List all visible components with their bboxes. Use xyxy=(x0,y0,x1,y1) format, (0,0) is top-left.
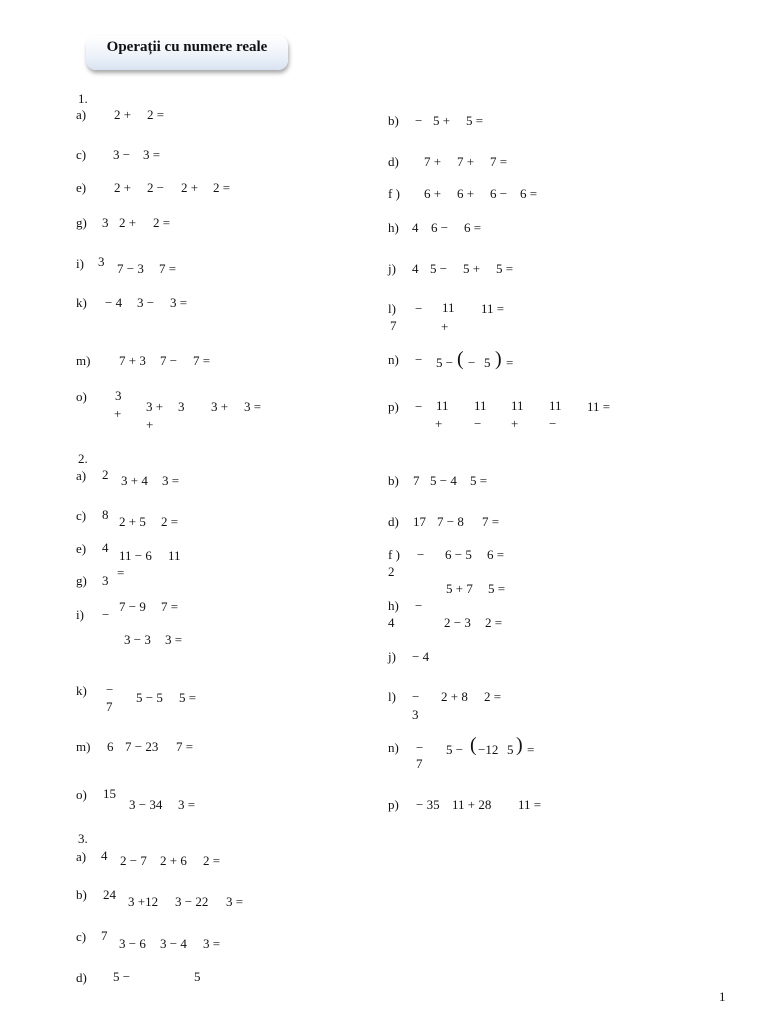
math-term: 7 − 23 xyxy=(125,739,159,754)
exercise-label: j) xyxy=(388,649,396,664)
math-term: 5 xyxy=(194,969,201,984)
math-term: 6 = xyxy=(487,547,505,562)
math-term: − xyxy=(412,689,420,704)
math-term: − xyxy=(549,416,557,431)
math-term: 7 = xyxy=(193,353,211,368)
math-term: 5 − xyxy=(446,742,464,757)
math-term: 2 = xyxy=(485,615,503,630)
math-term: 2 = xyxy=(484,689,502,704)
math-term: 8 xyxy=(102,507,109,522)
exercise-label: m) xyxy=(76,739,91,754)
math-term: = xyxy=(117,565,125,580)
page-title: Operații cu numere reale xyxy=(106,39,268,55)
math-term: 7 xyxy=(101,928,108,943)
math-term: 11 xyxy=(168,548,181,563)
exercise-label: f ) xyxy=(388,547,400,562)
math-term: + xyxy=(114,406,122,421)
math-term: 3 = xyxy=(143,147,161,162)
math-term: 2 + xyxy=(181,180,199,195)
math-term: 3 = xyxy=(203,936,221,951)
math-term: 11 = xyxy=(481,301,505,316)
math-term: 6 + xyxy=(424,186,442,201)
math-term: 11 = xyxy=(587,399,611,414)
exercise-label: c) xyxy=(76,508,87,523)
exercise-label: j) xyxy=(388,261,396,276)
exercise-label: g) xyxy=(76,215,87,230)
math-term: 3 xyxy=(178,399,185,414)
exercise-label: h) xyxy=(388,220,399,235)
math-term: 7 = xyxy=(176,739,194,754)
math-term: 6 − xyxy=(431,220,449,235)
exercise-label: f ) xyxy=(388,186,400,201)
math-term: 3 +12 xyxy=(128,894,159,909)
math-term: 17 xyxy=(413,514,426,529)
section-number: 2. xyxy=(78,451,88,466)
math-term: ) xyxy=(495,348,502,370)
exercise-label: n) xyxy=(388,740,399,755)
exercise-label: h) xyxy=(388,598,399,613)
math-term: 2 − 7 xyxy=(120,853,147,868)
math-term: ( xyxy=(457,348,464,370)
math-term: ) xyxy=(516,734,523,756)
math-term: 2 − 3 xyxy=(444,615,471,630)
math-term: 11 xyxy=(436,398,449,413)
exercise-label: b) xyxy=(388,473,399,488)
math-term: 7 xyxy=(390,318,397,333)
exercise-label: a) xyxy=(76,468,87,483)
math-term: 3 xyxy=(102,215,109,230)
math-term: 5 − 4 xyxy=(430,473,457,488)
math-term: = xyxy=(527,742,535,757)
math-term: 2 + xyxy=(114,180,132,195)
math-term: ( xyxy=(470,734,477,756)
math-term: − xyxy=(416,740,424,755)
math-term: 11 xyxy=(474,398,487,413)
math-term: 5 − xyxy=(430,261,448,276)
math-term: 4 xyxy=(412,261,419,276)
math-term: − 4 xyxy=(105,295,123,310)
math-term: + xyxy=(511,416,519,431)
math-term: 2 + xyxy=(114,107,132,122)
math-term: 5 = xyxy=(466,113,484,128)
math-term: 5 + 7 xyxy=(446,581,473,596)
math-term: 7 − 3 xyxy=(117,261,144,276)
math-term: 7 + xyxy=(424,154,442,169)
math-term: − 4 xyxy=(412,649,430,664)
math-term: − xyxy=(415,598,423,613)
math-term: − xyxy=(474,416,482,431)
math-term: 11 − 6 xyxy=(119,548,152,563)
math-term: 11 xyxy=(442,300,455,315)
math-term: 3 xyxy=(102,573,109,588)
exercise-label: b) xyxy=(76,887,87,902)
math-term: 3 − 34 xyxy=(129,797,163,812)
math-term: 6 − 5 xyxy=(445,547,472,562)
math-term: 3 − xyxy=(137,295,155,310)
exercise-label: l) xyxy=(388,689,396,704)
exercise-label: d) xyxy=(76,970,87,985)
math-term: 7 xyxy=(413,473,420,488)
math-term: 2 + 8 xyxy=(441,689,468,704)
math-term: − xyxy=(102,607,110,622)
math-term: + xyxy=(435,416,443,431)
math-term: 3 − xyxy=(113,147,131,162)
math-term: 5 = xyxy=(470,473,488,488)
math-term: 3 + xyxy=(146,399,164,414)
math-term: 3 = xyxy=(162,473,180,488)
math-term: 7 − xyxy=(160,353,178,368)
math-term: 7 = xyxy=(159,261,177,276)
exercise-label: b) xyxy=(388,113,399,128)
math-term: 3 = xyxy=(170,295,188,310)
math-term: 7 = xyxy=(161,599,179,614)
math-term: 2 = xyxy=(153,215,171,230)
math-term: − xyxy=(417,547,425,562)
math-term: 5 = xyxy=(488,581,506,596)
exercise-label: p) xyxy=(388,399,399,414)
exercise-label: p) xyxy=(388,797,399,812)
math-term: 3 − 3 xyxy=(124,632,151,647)
math-term: 7 + 3 xyxy=(119,353,146,368)
math-term: 5 = xyxy=(179,690,197,705)
math-term: 3 xyxy=(98,254,105,269)
math-term: 7 = xyxy=(490,154,508,169)
math-term: 2 + xyxy=(119,215,137,230)
exercise-label: d) xyxy=(388,154,399,169)
exercise-label: e) xyxy=(76,180,87,195)
math-term: 2 = xyxy=(203,853,221,868)
math-term: 6 = xyxy=(464,220,482,235)
math-term: 5 − xyxy=(113,969,131,984)
math-term: 2 + 6 xyxy=(160,853,187,868)
exercise-label: a) xyxy=(76,107,87,122)
math-term: 3 = xyxy=(244,399,262,414)
math-term: 4 xyxy=(388,615,395,630)
math-term: 7 − 8 xyxy=(437,514,464,529)
section-number: 1. xyxy=(78,91,88,106)
math-term: 11 xyxy=(511,398,524,413)
math-term: 3 + xyxy=(211,399,229,414)
math-term: 15 xyxy=(103,786,116,801)
exercise-label: m) xyxy=(76,353,91,368)
math-term: − xyxy=(415,399,423,414)
math-term: 3 − 4 xyxy=(160,936,187,951)
math-term: 2 = xyxy=(161,514,179,529)
math-term: 2 xyxy=(102,467,109,482)
exercise-label: k) xyxy=(76,683,87,698)
math-term: 11 = xyxy=(518,797,542,812)
math-term: 5 − 5 xyxy=(136,690,163,705)
math-term: 3 xyxy=(412,707,419,722)
math-term: − xyxy=(106,682,114,697)
math-term: 2 + 5 xyxy=(119,514,146,529)
exercise-label: i) xyxy=(76,256,84,271)
math-term: 5 + xyxy=(463,261,481,276)
math-term: − xyxy=(415,113,423,128)
math-term: − xyxy=(468,355,476,370)
math-term: 3 xyxy=(115,388,122,403)
math-term: 7 = xyxy=(482,514,500,529)
math-term: 2 − xyxy=(147,180,165,195)
math-term: + xyxy=(146,417,154,432)
math-term: 5 xyxy=(484,355,491,370)
exercise-label: o) xyxy=(76,787,87,802)
math-term: 2 xyxy=(388,564,395,579)
math-term: 7 xyxy=(106,699,113,714)
math-term: 4 xyxy=(102,540,109,555)
math-term: 5 xyxy=(507,742,514,757)
section-number: 3. xyxy=(78,831,88,846)
math-term: 2 = xyxy=(147,107,165,122)
math-term: 4 xyxy=(101,848,108,863)
exercise-label: c) xyxy=(76,147,87,162)
math-term: 3 − 6 xyxy=(119,936,146,951)
math-term: 6 xyxy=(107,739,114,754)
math-term: 7 xyxy=(416,756,423,771)
math-term: 7 + xyxy=(457,154,475,169)
math-term: 4 xyxy=(412,220,419,235)
math-term: 5 + xyxy=(433,113,451,128)
exercise-label: k) xyxy=(76,295,87,310)
math-term: 11 + 28 xyxy=(452,797,492,812)
exercise-label: c) xyxy=(76,929,87,944)
exercise-label: l) xyxy=(388,301,396,316)
math-term: 3 = xyxy=(165,632,183,647)
exercise-label: i) xyxy=(76,607,84,622)
exercise-label: d) xyxy=(388,514,399,529)
math-term: 3 = xyxy=(178,797,196,812)
page-number: 1 xyxy=(719,989,726,1004)
math-term: 5 = xyxy=(496,261,514,276)
math-term: − xyxy=(415,301,423,316)
math-term: 6 = xyxy=(520,186,538,201)
title-box xyxy=(86,36,288,70)
math-term: 6 − xyxy=(490,186,508,201)
exercise-label: o) xyxy=(76,389,87,404)
math-term: −12 xyxy=(478,742,499,757)
math-term: 3 = xyxy=(226,894,244,909)
math-term: = xyxy=(506,355,514,370)
math-term: 2 = xyxy=(213,180,231,195)
math-term: 7 − 9 xyxy=(119,599,146,614)
math-term: 6 + xyxy=(457,186,475,201)
math-term: 3 + 4 xyxy=(121,473,148,488)
math-term: − xyxy=(415,352,423,367)
exercise-label: g) xyxy=(76,573,87,588)
math-term: + xyxy=(441,319,449,334)
exercise-label: a) xyxy=(76,849,87,864)
exercise-label: e) xyxy=(76,541,87,556)
math-term: − 35 xyxy=(416,797,440,812)
math-term: 3 − 22 xyxy=(175,894,209,909)
math-term: 24 xyxy=(103,887,116,902)
exercise-label: n) xyxy=(388,352,399,367)
math-term: 11 xyxy=(549,398,562,413)
math-term: 5 − xyxy=(436,355,454,370)
